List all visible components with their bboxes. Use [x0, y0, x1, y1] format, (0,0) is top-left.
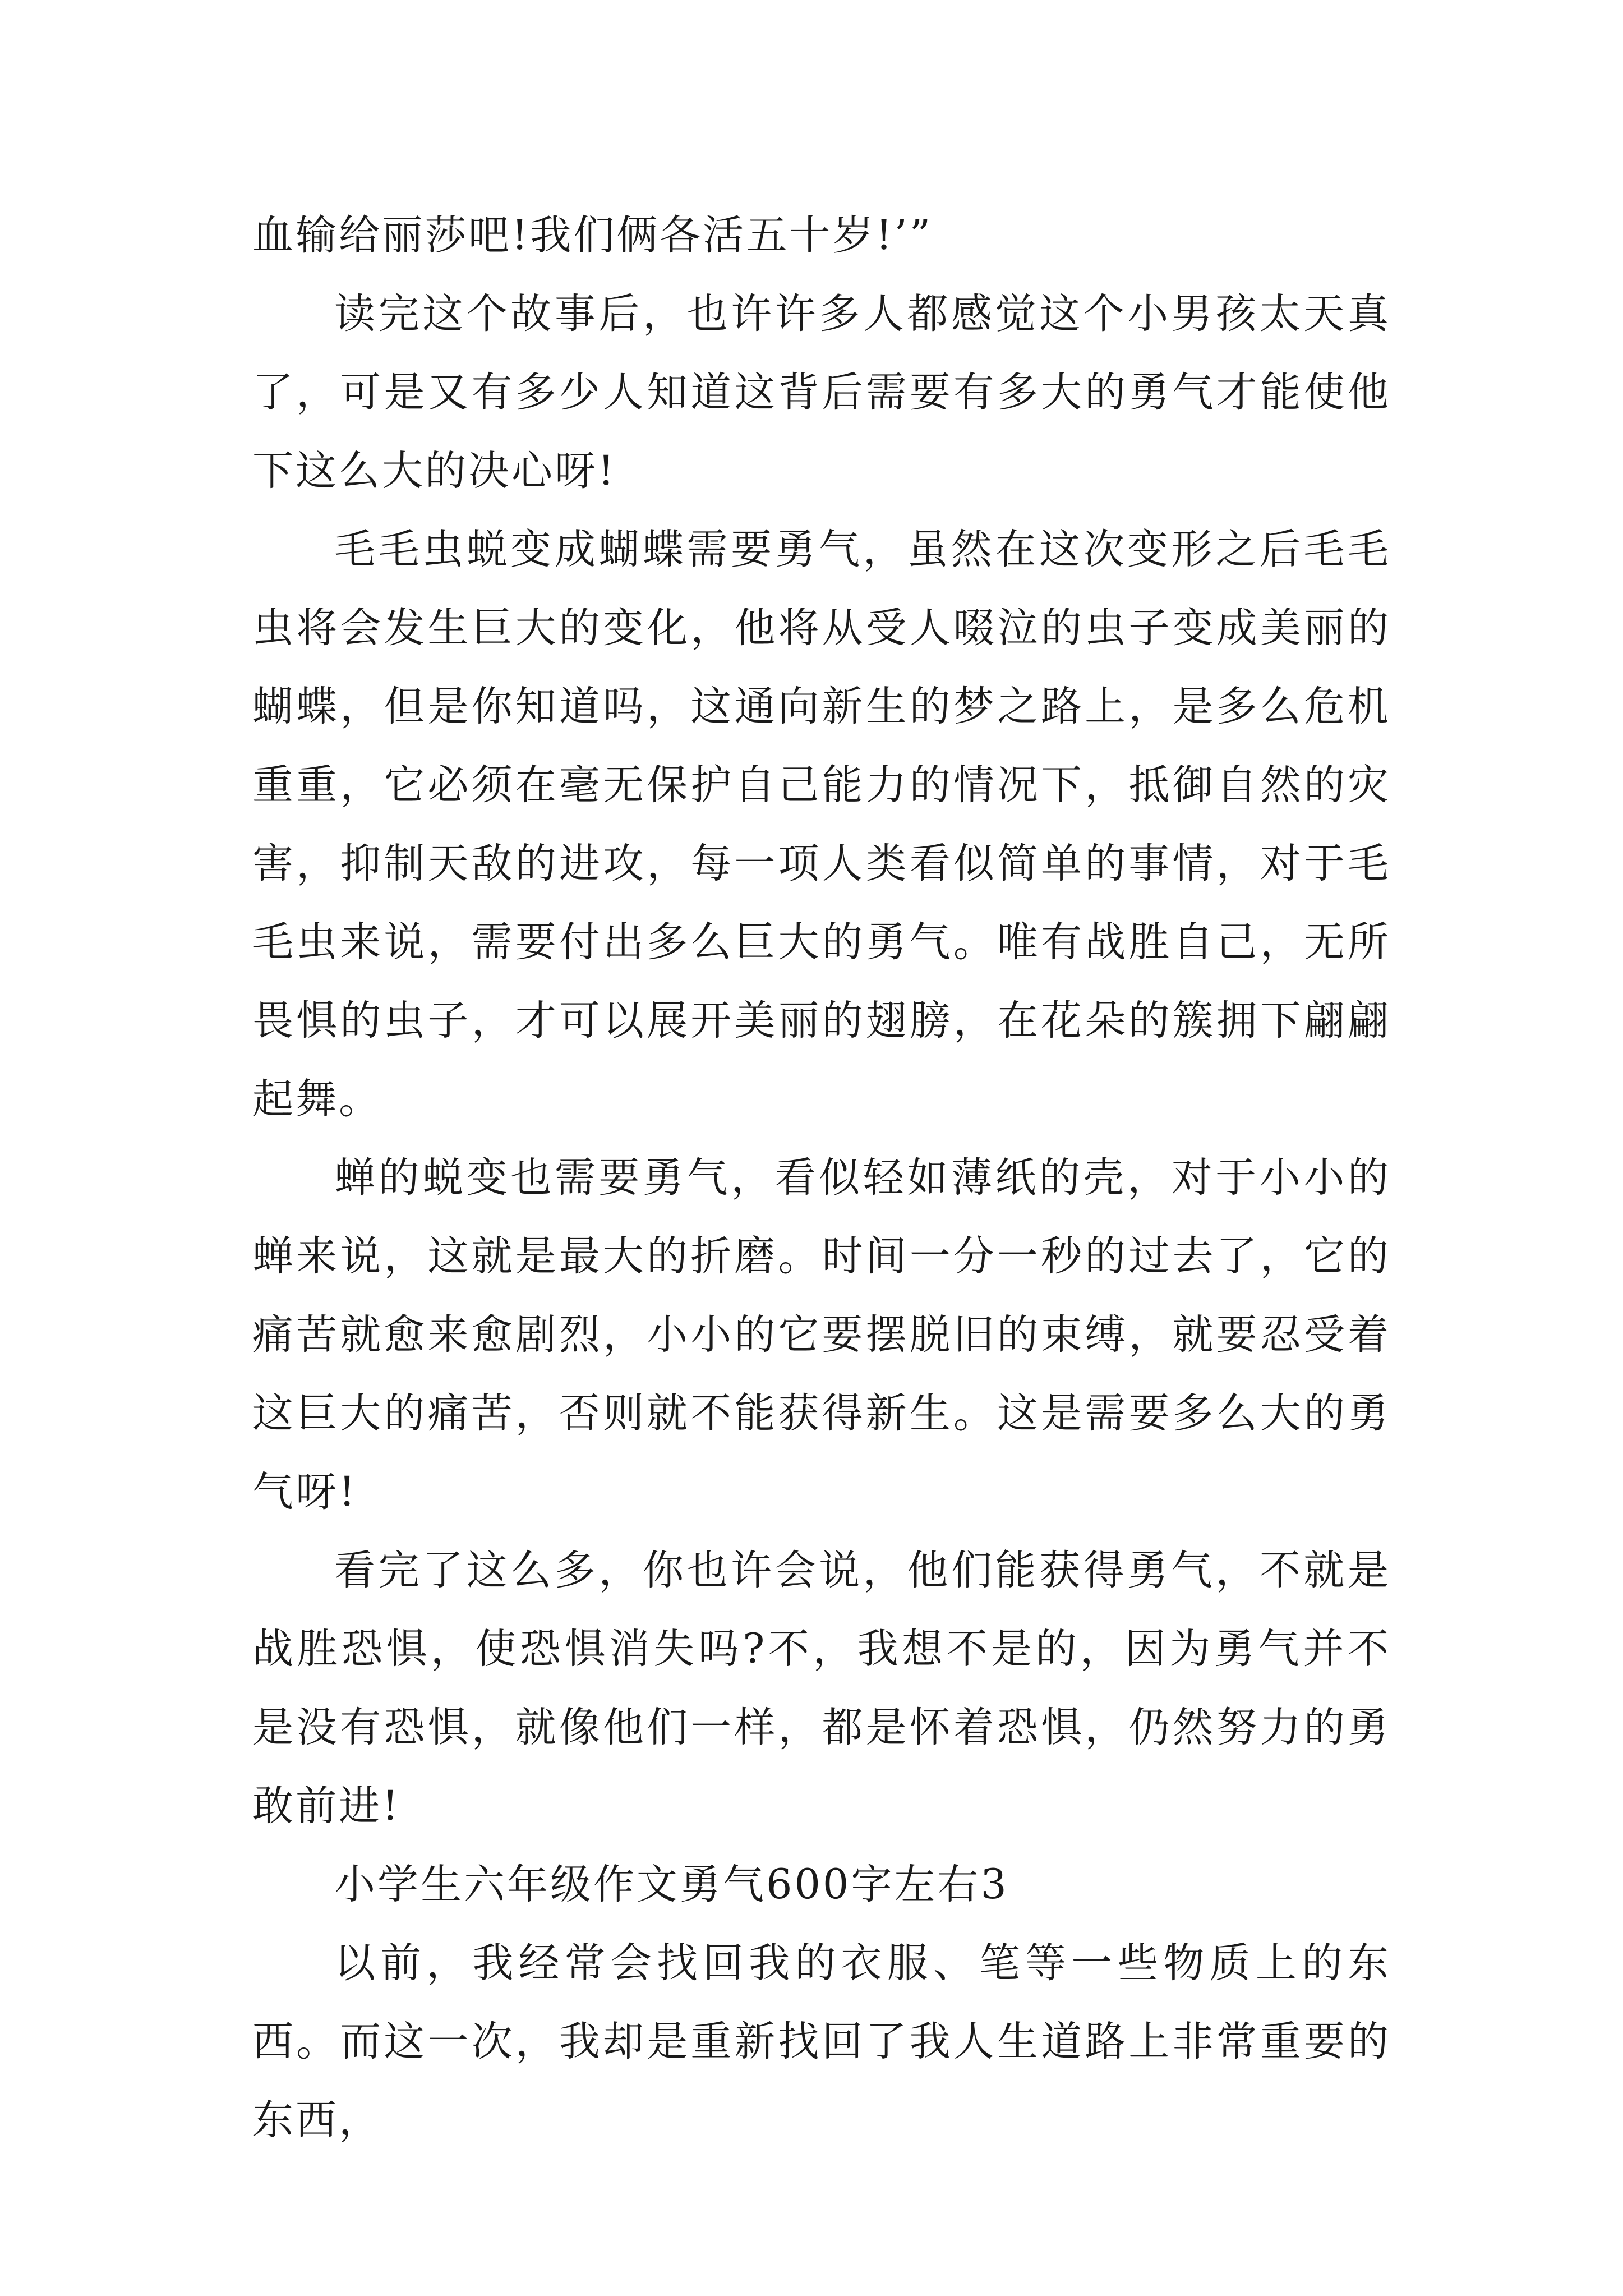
paragraph: 血输给丽莎吧!我们俩各活五十岁!’” [252, 211, 933, 259]
paragraph: 毛毛虫蜕变成蝴蝶需要勇气，虽然在这次变形之后毛毛虫将会发生巨大的变化，他将从受人啜泣的虫子变成美丽的蝴蝶，但是你知道吗，这通向新生的梦之路上，是多么危机重重，它必须在毫无保护自己能力的情况下，抵御自然的灾害，抑制天敌的进攻，每一项人类看似简单的事情，对于毛毛虫来说，需要付出多么巨大的勇气。唯有战胜自己，无所畏惧的虫子，才可以展开美丽的翅膀，在花朵的簇拥下翩翩起舞。 [252, 526, 1391, 1123]
section-heading: 小学生六年级作文勇气600字左右3 [334, 1861, 1009, 1908]
paragraph: 蝉的蜕变也需要勇气，看似轻如薄纸的壳，对于小小的蝉来说，这就是最大的折磨。时间一分一秒的过去了，它的痛苦就愈来愈剧烈，小小的它要摆脱旧的束缚，就要忍受着这巨大的痛苦，否则就不能获得新生。这是需要多么大的勇气呀! [252, 1154, 1391, 1516]
document-body [252, 196, 1391, 2160]
paragraph: 以前，我经常会找回我的衣服、笔等一些物质上的东西。而这一次，我却是重新找回了我人生道路上非常重要的东西， [252, 1939, 1391, 2144]
paragraph: 读完这个故事后，也许许多人都感觉这个小男孩太天真了，可是又有多少人知道这背后需要有多大的勇气才能使他下这么大的决心呀! [252, 290, 1391, 495]
paragraph: 看完了这么多，你也许会说，他们能获得勇气，不就是战胜恐惧，使恐惧消失吗?不，我想不是的，因为勇气并不是没有恐惧，就像他们一样，都是怀着恐惧，仍然努力的勇敢前进! [252, 1547, 1391, 1830]
